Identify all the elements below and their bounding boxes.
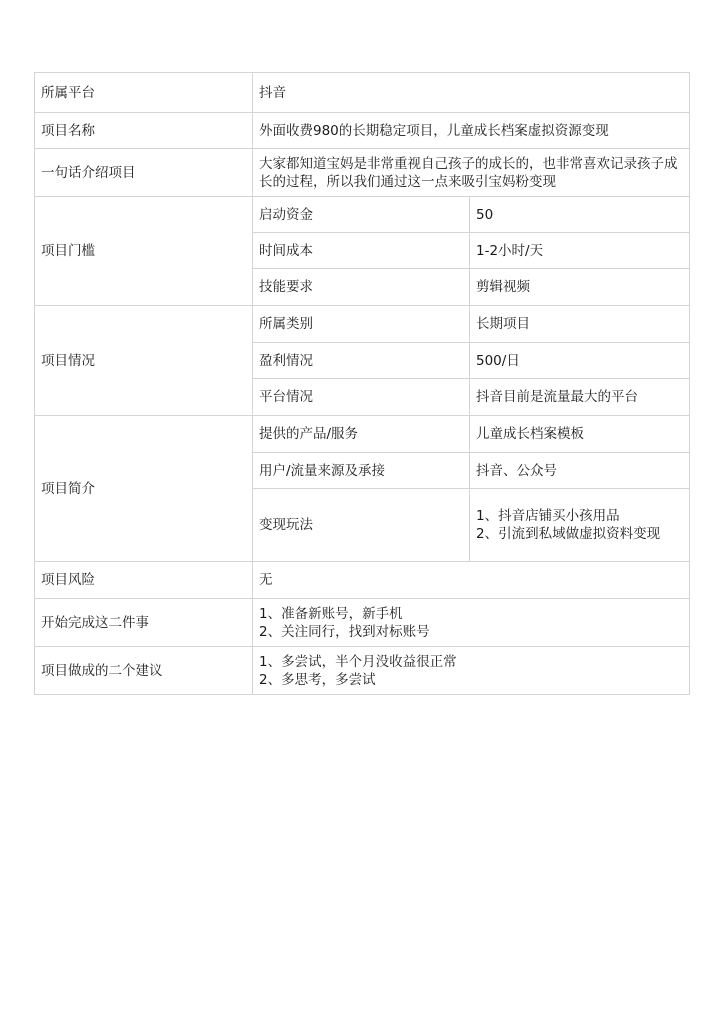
row-label-risk: 项目风险 (35, 562, 253, 599)
table-row-situation-1 (35, 306, 690, 343)
table-row-threshold-1 (35, 197, 690, 233)
sub-value: 1、抖音店铺买小孩用品 2、引流到私域做虚拟资料变现 (470, 489, 690, 562)
sub-key: 所属类别 (253, 306, 470, 343)
sub-key: 用户/流量来源及承接 (253, 453, 470, 489)
row-label-platform: 所属平台 (35, 73, 253, 113)
table-row-name (35, 113, 690, 149)
table-row-platform (35, 73, 690, 113)
row-label-intro: 一句话介绍项目 (35, 149, 253, 197)
row-label-advice: 项目做成的二个建议 (35, 647, 253, 695)
sub-value: 剪辑视频 (470, 269, 690, 306)
row-value-name: 外面收费980的长期稳定项目，儿童成长档案虚拟资源变现 (253, 113, 690, 149)
row-value-platform: 抖音 (253, 73, 690, 113)
sub-key: 提供的产品/服务 (253, 416, 470, 453)
sub-key: 技能要求 (253, 269, 470, 306)
table-row-summary-1 (35, 416, 690, 453)
sub-key: 时间成本 (253, 233, 470, 269)
sub-value: 抖音、公众号 (470, 453, 690, 489)
sub-value: 抖音目前是流量最大的平台 (470, 379, 690, 416)
sub-value: 1-2小时/天 (470, 233, 690, 269)
table-row-start (35, 599, 690, 647)
row-label-name: 项目名称 (35, 113, 253, 149)
project-info-table (34, 72, 690, 695)
sub-value: 儿童成长档案模板 (470, 416, 690, 453)
sub-value: 50 (470, 197, 690, 233)
row-value-start: 1、准备新账号，新手机 2、关注同行，找到对标账号 (253, 599, 690, 647)
row-label-summary: 项目简介 (35, 416, 253, 562)
sub-value: 长期项目 (470, 306, 690, 343)
sub-key: 变现玩法 (253, 489, 470, 562)
table-row-advice (35, 647, 690, 695)
sub-key: 启动资金 (253, 197, 470, 233)
table-row-risk (35, 562, 690, 599)
sub-value: 500/日 (470, 343, 690, 379)
table-row-intro (35, 149, 690, 197)
row-label-threshold: 项目门槛 (35, 197, 253, 306)
row-value-intro: 大家都知道宝妈是非常重视自己孩子的成长的，也非常喜欢记录孩子成长的过程，所以我们通过这一点来吸引宝妈粉变现 (253, 149, 690, 197)
row-label-start: 开始完成这二件事 (35, 599, 253, 647)
row-label-situation: 项目情况 (35, 306, 253, 416)
sub-key: 盈利情况 (253, 343, 470, 379)
row-value-advice: 1、多尝试，半个月没收益很正常 2、多思考，多尝试 (253, 647, 690, 695)
sub-key: 平台情况 (253, 379, 470, 416)
row-value-risk: 无 (253, 562, 690, 599)
